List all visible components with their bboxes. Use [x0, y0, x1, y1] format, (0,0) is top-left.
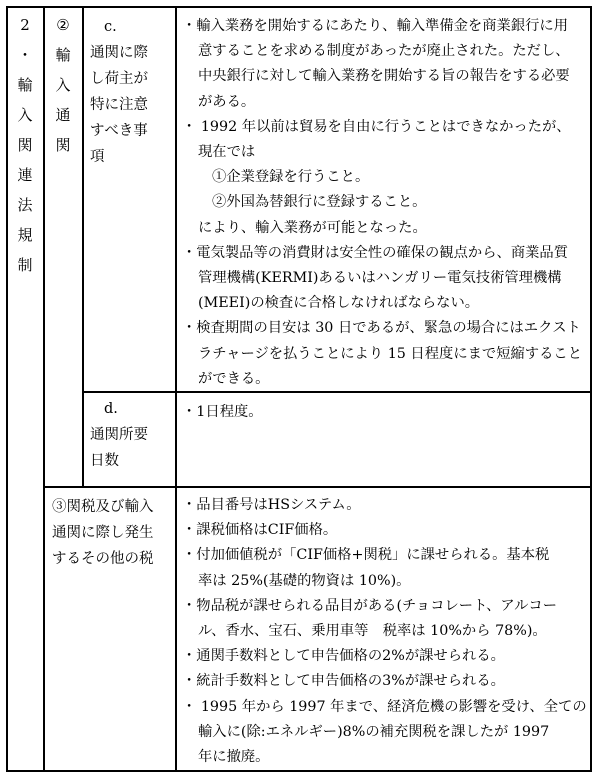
sub-number-label: ② 輸 入 通 関 — [55, 16, 71, 154]
row-d-content: ・1日程度。 — [182, 404, 263, 420]
divider-row-d-3 — [43, 486, 592, 488]
divider-sub-col — [82, 6, 84, 486]
regulation-table — [6, 6, 592, 772]
table-border-top — [6, 6, 592, 8]
row-c-label: c. 通関に際 し荷主が 特に注意 すべき事 項 — [90, 19, 148, 165]
row-3-label: ③関税及び輸入 通関に際し発生 するその他の税 — [52, 499, 154, 567]
row-c-content: ・輸入業務を開始するにあたり、輸入準備金を商業銀行に用 意することを求める制度があったが廃止された。ただし、 中央銀行に対して輸入業務を開始する旨の報告をする必要 がある。 ・ 1992 年以前は貿易を自由に行うことはできなかったが、 現在では ①企業登録を行うこと。 ②外国為替銀行に登録すること。 により、輸入業務が可能となった。 ・電気製品等の消費財は安全性の確保の観点から、商業品質 管理機構(KERMI)あるいはハンガリー電気技術管理機構 (MEEI)の検査に合格しなければならない。 ・検査期間の目安は 30 日であるが、緊急の場合にはエクスト ラチャージを払うことにより 15 日程度にまで短縮すること ができる。 — [182, 18, 582, 387]
divider-label-col — [175, 6, 177, 772]
divider-section-col — [43, 6, 45, 772]
section-number-label: 2 ・ 輸 入 関 連 法 規 制 — [17, 16, 33, 274]
table-border-right — [590, 6, 592, 772]
row-3-content: ・品目番号はHSシステム。 ・課税価格はCIF価格。 ・付加価値税が「CIF価格+関税」に課せられる。基本税 率は 25%(基礎的物資は 10%)。 ・物品税が課せられる品目がある(チョコレート、アルコー ル、香水、宝石、乗用車等 税率は 10%から 78%)。 ・通関手数料として申告価格の2%が課せられる。 ・統計手数料として申告価格の3%が課せられる。 ・ 1995 年から 1997 年まで、経済危機の影響を受け、全ての 輸入に(除:エネルギー)8%の補充関税を課したが 1997 年に撤廃。 — [182, 497, 587, 766]
row-d-label: d. 通関所要 日数 — [90, 401, 148, 469]
